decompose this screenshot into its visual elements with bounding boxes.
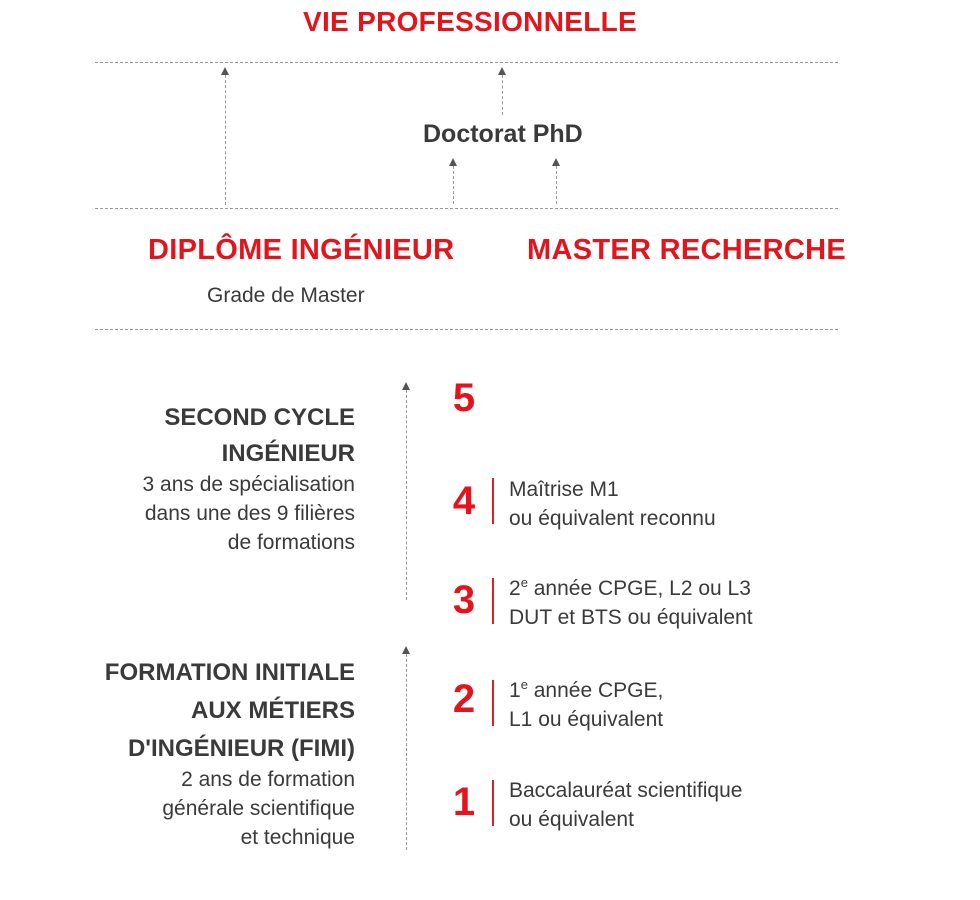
level-2-desc [509, 676, 663, 734]
level-2-line-1: 1e année CPGE, [509, 677, 664, 702]
separator-top [95, 62, 838, 63]
second-cycle-block [60, 401, 355, 557]
second-cycle-desc-3: de formations [227, 531, 355, 554]
level-3-line-2: DUT et BTS ou équivalent [509, 606, 753, 629]
second-cycle-desc-1: 3 ans de spécialisation [142, 473, 355, 496]
separator-middle [95, 208, 838, 209]
arrow-master-to-doctorat [556, 166, 557, 204]
level-4-number: 4 [452, 479, 476, 523]
fimi-desc-2: générale scientifique [162, 797, 355, 820]
level-3-bar [492, 578, 494, 624]
arrowhead-icon [221, 67, 229, 75]
arrow-ingenieur-to-vie [225, 75, 226, 205]
arrowhead-icon [449, 158, 457, 166]
level-4-desc [509, 475, 716, 533]
level-1-desc [509, 776, 742, 834]
level-3-number: 3 [452, 578, 476, 622]
level-2-line-2: L1 ou équivalent [509, 708, 664, 731]
level-4-line-1: Maîtrise M1 [509, 478, 619, 501]
level-2-bar [492, 680, 494, 726]
doctorat-label: Doctorat PhD [423, 120, 583, 148]
fimi-desc-1: 2 ans de formation [181, 768, 355, 791]
arrowhead-icon [402, 646, 410, 654]
level-1-bar [492, 780, 494, 826]
arrow-ingenieur-to-doctorat [453, 166, 454, 204]
fimi-desc-3: et technique [240, 826, 355, 849]
diplome-ingenieur-title: DIPLÔME INGÉNIEUR [148, 234, 455, 266]
arrowhead-icon [498, 67, 506, 75]
level-5-number: 5 [452, 376, 476, 420]
fimi-title-3: D'INGÉNIEUR (FIMI) [127, 735, 355, 762]
level-2-number: 2 [452, 677, 476, 721]
arrowhead-icon [402, 382, 410, 390]
second-cycle-title-2: INGÉNIEUR [221, 440, 355, 467]
level-4-bar [492, 478, 494, 524]
page-title: VIE PROFESSIONNELLE [303, 6, 637, 37]
arrow-second-cycle [406, 390, 407, 600]
fimi-block [40, 656, 355, 852]
arrow-doctorat-to-vie [502, 75, 503, 115]
level-4-line-2: ou équivalent reconnu [509, 507, 716, 530]
fimi-title-2: AUX MÉTIERS [190, 697, 355, 724]
level-3-desc [509, 574, 753, 632]
level-1-line-2: ou équivalent [509, 808, 634, 831]
second-cycle-desc-2: dans une des 9 filières [144, 502, 355, 525]
fimi-title-1: FORMATION INITIALE [104, 659, 355, 686]
arrow-fimi [406, 654, 407, 850]
diplome-ingenieur-subtitle: Grade de Master [207, 284, 365, 307]
arrowhead-icon [552, 158, 560, 166]
second-cycle-title-1: SECOND CYCLE [164, 404, 355, 431]
level-1-number: 1 [452, 780, 476, 824]
master-recherche-title: MASTER RECHERCHE [527, 234, 846, 266]
separator-bottom [95, 329, 838, 330]
level-1-line-1: Baccalauréat scientifique [509, 779, 743, 802]
level-3-line-1: 2e année CPGE, L2 ou L3 [509, 575, 751, 600]
